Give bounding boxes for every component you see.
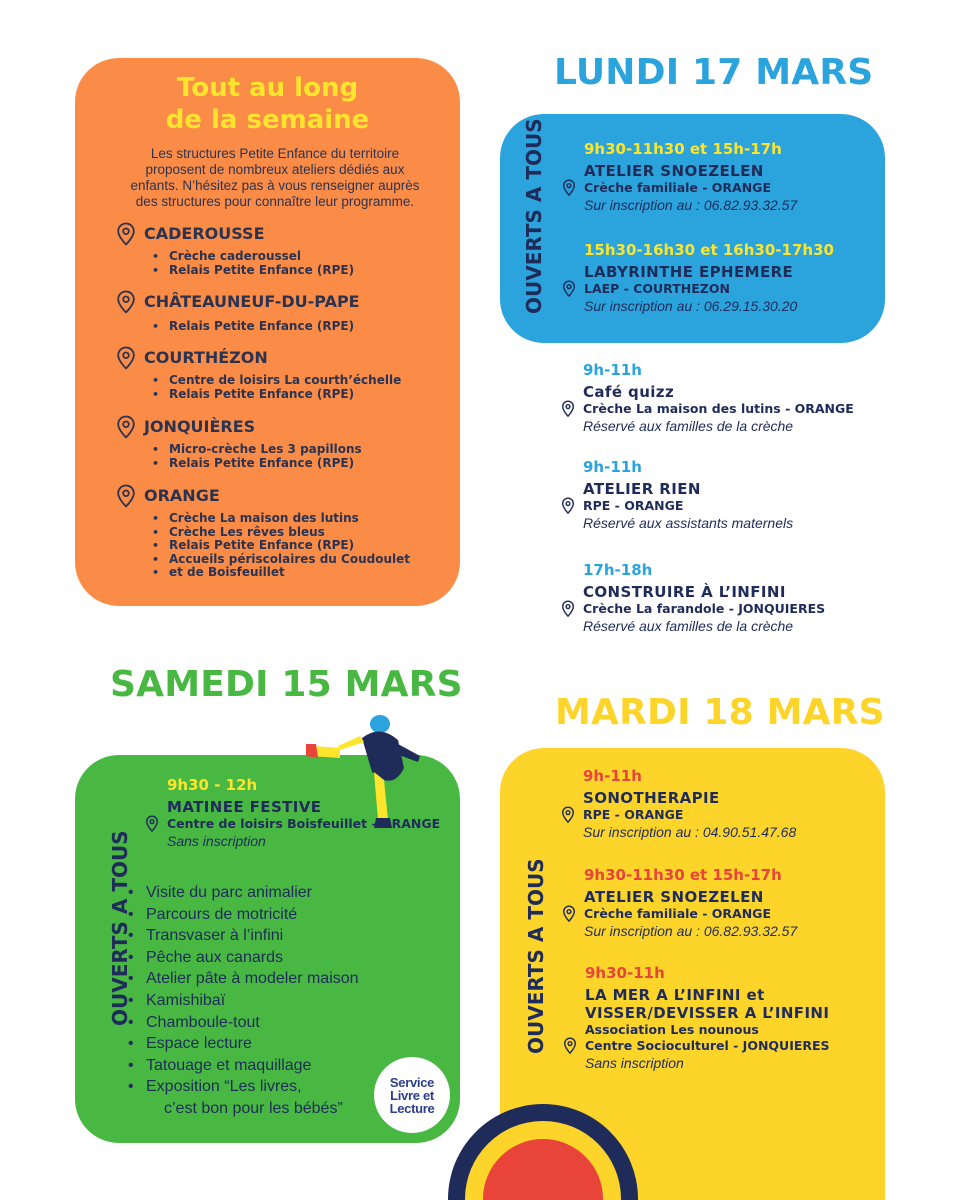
- week-title-line: de la semaine: [165, 105, 370, 135]
- list-item: • Chamboule-tout: [146, 1012, 359, 1034]
- intro-line: Les structures Petite Enfance du territoire: [150, 146, 400, 161]
- list-item: • Visite du parc animalier: [146, 882, 359, 904]
- event-note: Sans inscription: [585, 1055, 684, 1071]
- event-location-text: RPE - ORANGE: [583, 498, 684, 513]
- structure-list: [169, 320, 354, 334]
- event-name: MATINEE FESTIVE: [167, 798, 322, 816]
- event-location: [583, 401, 854, 417]
- event-name: LA MER A L’INFINI et: [585, 986, 765, 1004]
- list-item: • Relais Petite Enfance (RPE): [169, 264, 354, 278]
- list-item: • Kamishibaï: [146, 990, 359, 1012]
- event-time: 9h30-11h: [585, 964, 665, 982]
- structure-list: [169, 443, 362, 470]
- event-location: [167, 816, 440, 832]
- event-note: Sur inscription au : 06.82.93.32.57: [584, 197, 798, 213]
- event-name: LABYRINTHE EPHEMERE: [584, 263, 794, 281]
- list-item: • Relais Petite Enfance (RPE): [169, 320, 354, 334]
- week-intro: [100, 146, 450, 210]
- mardi-event-1: [583, 767, 796, 841]
- event-name: Café quizz: [583, 383, 675, 401]
- event-location-text: Crèche familiale - ORANGE: [584, 906, 771, 921]
- logo-line: Service: [389, 1074, 435, 1090]
- location-pin-icon: [116, 222, 136, 246]
- event-location-text: Centre Socioculturel - JONQUIERES: [585, 1038, 830, 1053]
- location-pin-icon: [561, 806, 575, 824]
- location-pin-icon: [563, 1037, 577, 1055]
- event-location: Association Les nounous: [585, 1022, 759, 1037]
- city-name: JONQUIÈRES: [144, 417, 256, 436]
- event-name: ATELIER SNOEZELEN: [584, 162, 764, 180]
- event-location: [585, 1038, 830, 1054]
- location-pin-icon: [145, 815, 159, 833]
- mardi-event-2: [584, 866, 797, 940]
- event-name: VISSER/DEVISSER A L’INFINI: [585, 1004, 830, 1022]
- event-location-text: LAEP - COURTHEZON: [584, 281, 730, 296]
- event-time: 17h-18h: [583, 561, 653, 579]
- list-item: • Atelier pâte à modeler maison: [146, 968, 359, 990]
- city-name: COURTHÉZON: [144, 348, 268, 367]
- mardi-event-3: [585, 964, 830, 1072]
- list-item: • Crèche La maison des lutins: [169, 512, 410, 526]
- structure-list: [169, 512, 410, 580]
- list-item: • Relais Petite Enfance (RPE): [169, 388, 401, 402]
- samedi-vertical-label: OUVERTS A TOUS: [108, 830, 132, 1026]
- event-name: SONOTHERAPIE: [583, 789, 720, 807]
- city-name: CADEROUSSE: [144, 224, 265, 243]
- logo-line: Livre et: [390, 1087, 434, 1103]
- list-item: • Accueils périscolaires du Coudoulet: [169, 553, 410, 567]
- event-location: [584, 281, 834, 297]
- event-location-text: Crèche familiale - ORANGE: [584, 180, 771, 195]
- lundi-title: LUNDI 17 MARS: [554, 52, 874, 93]
- lundi-event-2: [584, 241, 834, 315]
- lundi-event-3: [583, 361, 854, 435]
- intro-line: des structures pour connaître leur programme.: [135, 194, 415, 209]
- event-location-text: Crèche La farandole - JONQUIERES: [583, 601, 826, 616]
- event-time: 9h30-11h30 et 15h-17h: [584, 866, 782, 884]
- list-item: • Relais Petite Enfance (RPE): [169, 457, 362, 471]
- event-note: Sur inscription au : 06.82.93.32.57: [584, 923, 798, 939]
- event-note: Réservé aux assistants maternels: [583, 515, 794, 531]
- city-name: CHÂTEAUNEUF-DU-PAPE: [144, 292, 360, 311]
- lundi-event-5: [583, 561, 825, 635]
- event-time: 9h-11h: [583, 361, 642, 379]
- event-location: [583, 601, 825, 617]
- event-location: [584, 906, 797, 922]
- decorative-target-circles: [448, 1104, 638, 1200]
- list-item: • Tatouage et maquillage: [146, 1055, 359, 1077]
- location-pin-icon: [561, 600, 575, 618]
- event-note: Réservé aux familles de la crèche: [583, 418, 794, 434]
- event-time: 9h30-11h30 et 15h-17h: [584, 140, 782, 158]
- samedi-event: [167, 776, 440, 850]
- event-location: [583, 807, 796, 823]
- location-pin-icon: [562, 280, 576, 298]
- structure-list: [169, 250, 354, 277]
- list-item: • Relais Petite Enfance (RPE): [169, 539, 410, 553]
- event-location-text: Centre de loisirs Boisfeuillet - ORANGE: [167, 816, 441, 831]
- list-item: • Espace lecture: [146, 1033, 359, 1055]
- structure-list: [169, 374, 401, 401]
- event-time: 9h-11h: [583, 767, 642, 785]
- service-livre-lecture-logo: [374, 1057, 450, 1133]
- location-pin-icon: [562, 905, 576, 923]
- list-item-continuation: • et de Boisfeuillet: [169, 566, 410, 580]
- lundi-event-4: [583, 458, 793, 532]
- event-location-text: RPE - ORANGE: [583, 807, 684, 822]
- week-title-line: Tout au long: [176, 73, 359, 103]
- list-item: • Exposition “Les livres,: [146, 1076, 359, 1098]
- mardi-title: MARDI 18 MARS: [555, 692, 885, 733]
- event-note: Sur inscription au : 04.90.51.47.68: [583, 824, 797, 840]
- event-name: CONSTRUIRE À L’INFINI: [583, 583, 786, 601]
- logo-line: Lecture: [389, 1100, 435, 1116]
- event-time: 15h30-16h30 et 16h30-17h30: [584, 241, 834, 259]
- activity-continuation: c’est bon pour les bébés”: [164, 1100, 343, 1117]
- location-pin-icon: [116, 484, 136, 508]
- location-pin-icon: [561, 400, 575, 418]
- intro-line: proposent de nombreux ateliers dédiés aux: [145, 162, 405, 177]
- lundi-vertical-label: OUVERTS A TOUS: [522, 118, 546, 314]
- location-pin-icon: [116, 415, 136, 439]
- event-location-text: Crèche La maison des lutins - ORANGE: [583, 401, 854, 416]
- mardi-vertical-label: OUVERTS A TOUS: [524, 858, 548, 1054]
- intro-line: enfants. N’hésitez pas à vous renseigner auprès: [130, 178, 420, 193]
- event-note: Réservé aux familles de la crèche: [583, 618, 794, 634]
- location-pin-icon: [116, 346, 136, 370]
- lundi-event-1: [584, 140, 797, 214]
- week-title: [75, 72, 460, 136]
- event-time: 9h30 - 12h: [167, 776, 258, 794]
- event-name: ATELIER RIEN: [583, 480, 701, 498]
- event-name: ATELIER SNOEZELEN: [584, 888, 764, 906]
- location-pin-icon: [116, 290, 136, 314]
- event-note: Sur inscription au : 06.29.15.30.20: [584, 298, 798, 314]
- list-item: • Parcours de motricité: [146, 904, 359, 926]
- location-pin-icon: [561, 497, 575, 515]
- city-name: ORANGE: [144, 486, 220, 505]
- list-item: • Transvaser à l’infini: [146, 925, 359, 947]
- list-item: • Micro-crèche Les 3 papillons: [169, 443, 362, 457]
- location-pin-icon: [562, 179, 576, 197]
- list-item: • Pêche aux canards: [146, 947, 359, 969]
- event-note: Sans inscription: [167, 833, 266, 849]
- event-location: [584, 180, 797, 196]
- list-item: • Crèche Les rêves bleus: [169, 526, 410, 540]
- samedi-title: SAMEDI 15 MARS: [110, 664, 463, 705]
- list-item: • Centre de loisirs La courth’échelle: [169, 374, 401, 388]
- list-item: • Crèche caderoussel: [169, 250, 354, 264]
- event-location: [583, 498, 793, 514]
- activity-list: [146, 882, 359, 1098]
- event-time: 9h-11h: [583, 458, 642, 476]
